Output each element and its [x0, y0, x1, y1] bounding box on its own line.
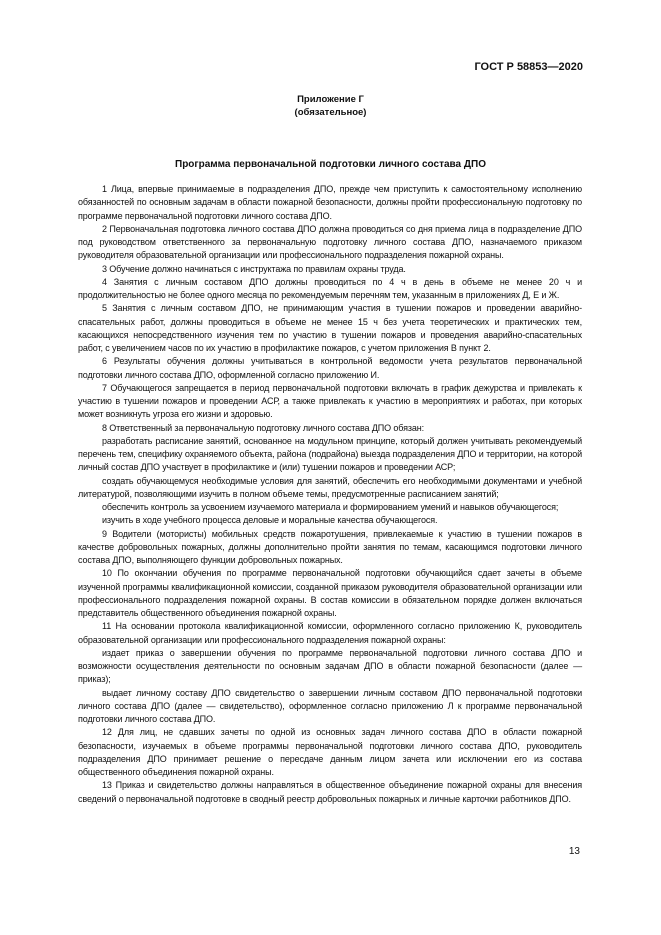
- paragraph: обеспечить контроль за усвоением изучаемого материала и формированием умений и навыков обучающегося;: [102, 502, 559, 512]
- paragraph: изучить в ходе учебного процесса деловые и моральные качества обучающегося.: [102, 515, 438, 526]
- paragraph: 1 Лица, впервые принимаемые в подразделения ДПО, прежде чем приступить к самостоятельному исполнению обязанностей по основным задачам в области пожарной безопасности, должны пройти профессиональную подготовку по программе первоначальной подготовки личного состава ДПО.: [78, 184, 582, 221]
- paragraph: 10 По окончании обучения по программе первоначальной подготовки обучающийся сдает зачеты в объеме изученной программы квалификационной комиссии, созданной приказом руководителя образовательной организации или профессионального подразделения пожарной охраны. В состав комиссии в обязательном порядке должен включаться представитель общественного объединения пожарной охраны.: [78, 568, 582, 618]
- appendix-status: (обязательное): [294, 107, 367, 118]
- paragraph: 3 Обучение должно начинаться с инструктажа по правилам охраны труда.: [102, 263, 406, 274]
- paragraph: 4 Занятия с личным составом ДПО должны проводиться по 4 ч в день в объеме не менее 20 ч и продолжительностью не более одного месяца по рекомендуемым перечням тем, указанным в приложениях Д, Е и Ж.: [78, 276, 582, 300]
- page-number: 13: [568, 846, 580, 857]
- paragraph: 7 Обучающегося запрещается в период первоначальной подготовки включать в график дежурства и привлекать к участию в тушении пожаров и проведении АСР, а также привлекать к участию в мероприятиях и работах, при которых может возникнуть угроза его жизни и здоровью.: [78, 382, 582, 420]
- paragraph: 13 Приказ и свидетельство должны направляться в общественное объединение пожарной охраны для внесения сведений о первоначальной подготовке в сводный реестр добровольных пожарных и личные карточки работников ДПО.: [78, 780, 582, 804]
- document-body: [78, 183, 582, 806]
- paragraph: 5 Занятия с личным составом ДПО, не принимающим участия в тушении пожаров и проведении аварийно-спасательных работ, должны проводиться в объеме не менее 15 ч без учета теоретических и практических тем, касающихся непосредственного изучения тем по участию в тушении пожаров и проведения аварийно-спасательных работ, с увеличением часов по их участию в профилактике пожаров, с учетом приложения В пункт 2.: [78, 303, 582, 353]
- paragraph: выдает личному составу ДПО свидетельство о завершении личным составом ДПО первоначальной подготовки личного состава ДПО (далее — свидетельство), оформленное согласно приложению Л к программе первоначальной подготовки личного состава ДПО.: [78, 687, 582, 724]
- paragraph: разработать расписание занятий, основанное на модульном принципе, который должен учитывать рекомендуемый перечень тем, специфику охраняемого объекта, района (подрайона) выезда подразделения ДПО и территории, на которой личный состав ДПО участвует в профилактике и (или) тушении пожаров и проведении АСР;: [78, 435, 582, 473]
- paragraph: 9 Водители (мотористы) мобильных средств пожаротушения, привлекаемые к участию в тушении пожаров в качестве добровольных пожарных, должны дополнительно пройти занятия по темам, касающимся подготовки личного состава ДПО, выполняющего функции добровольных пожарных.: [78, 528, 582, 565]
- paragraph: 8 Ответственный за первоначальную подготовку личного состава ДПО обязан:: [102, 422, 425, 433]
- appendix-title: Приложение Г: [297, 94, 364, 105]
- standard-code: ГОСТ Р 58853—2020: [474, 61, 583, 73]
- appendix-heading: [0, 93, 661, 119]
- paragraph: 6 Результаты обучения должны учитываться в контрольной ведомости учета результатов первоначальной подготовки личного состава ДПО, оформленной согласно приложению И.: [78, 356, 582, 380]
- paragraph: 12 Для лиц, не сдавших зачеты по одной из основных задач личного состава ДПО в области пожарной безопасности, изучаемых в объеме программы первоначальной подготовки личного состава ДПО, руководитель подразделения ДПО принимает решение о пересдаче данным лицом зачета или исключении его из состава общественного объединения пожарной охраны.: [78, 727, 582, 777]
- paragraph: создать обучающемуся необходимые условия для занятий, обеспечить его необходимыми документами и учебной литературой, позволяющими изучить в полном объеме темы, предусмотренные расписанием занятий;: [78, 475, 582, 499]
- paragraph: 2 Первоначальная подготовка личного состава ДПО должна проводиться со дня приема лица в подразделение ДПО под руководством ответственного за первоначальную подготовку личного состава ДПО, назначаемого приказом руководителя образовательной организации или профессионального подразделения пожарной охраны.: [78, 223, 582, 261]
- paragraph: 11 На основании протокола квалификационной комиссии, оформленного согласно приложению К, руководитель образовательной организации или профессионального подразделения пожарной охраны:: [78, 621, 582, 645]
- document-title: Программа первоначальной подготовки личного состава ДПО: [175, 159, 486, 170]
- paragraph: издает приказ о завершении обучения по программе первоначальной подготовки личного состава ДПО и возможности осуществления деятельности по основным задачам ДПО в области пожарной безопасности (далее — приказ);: [78, 647, 582, 685]
